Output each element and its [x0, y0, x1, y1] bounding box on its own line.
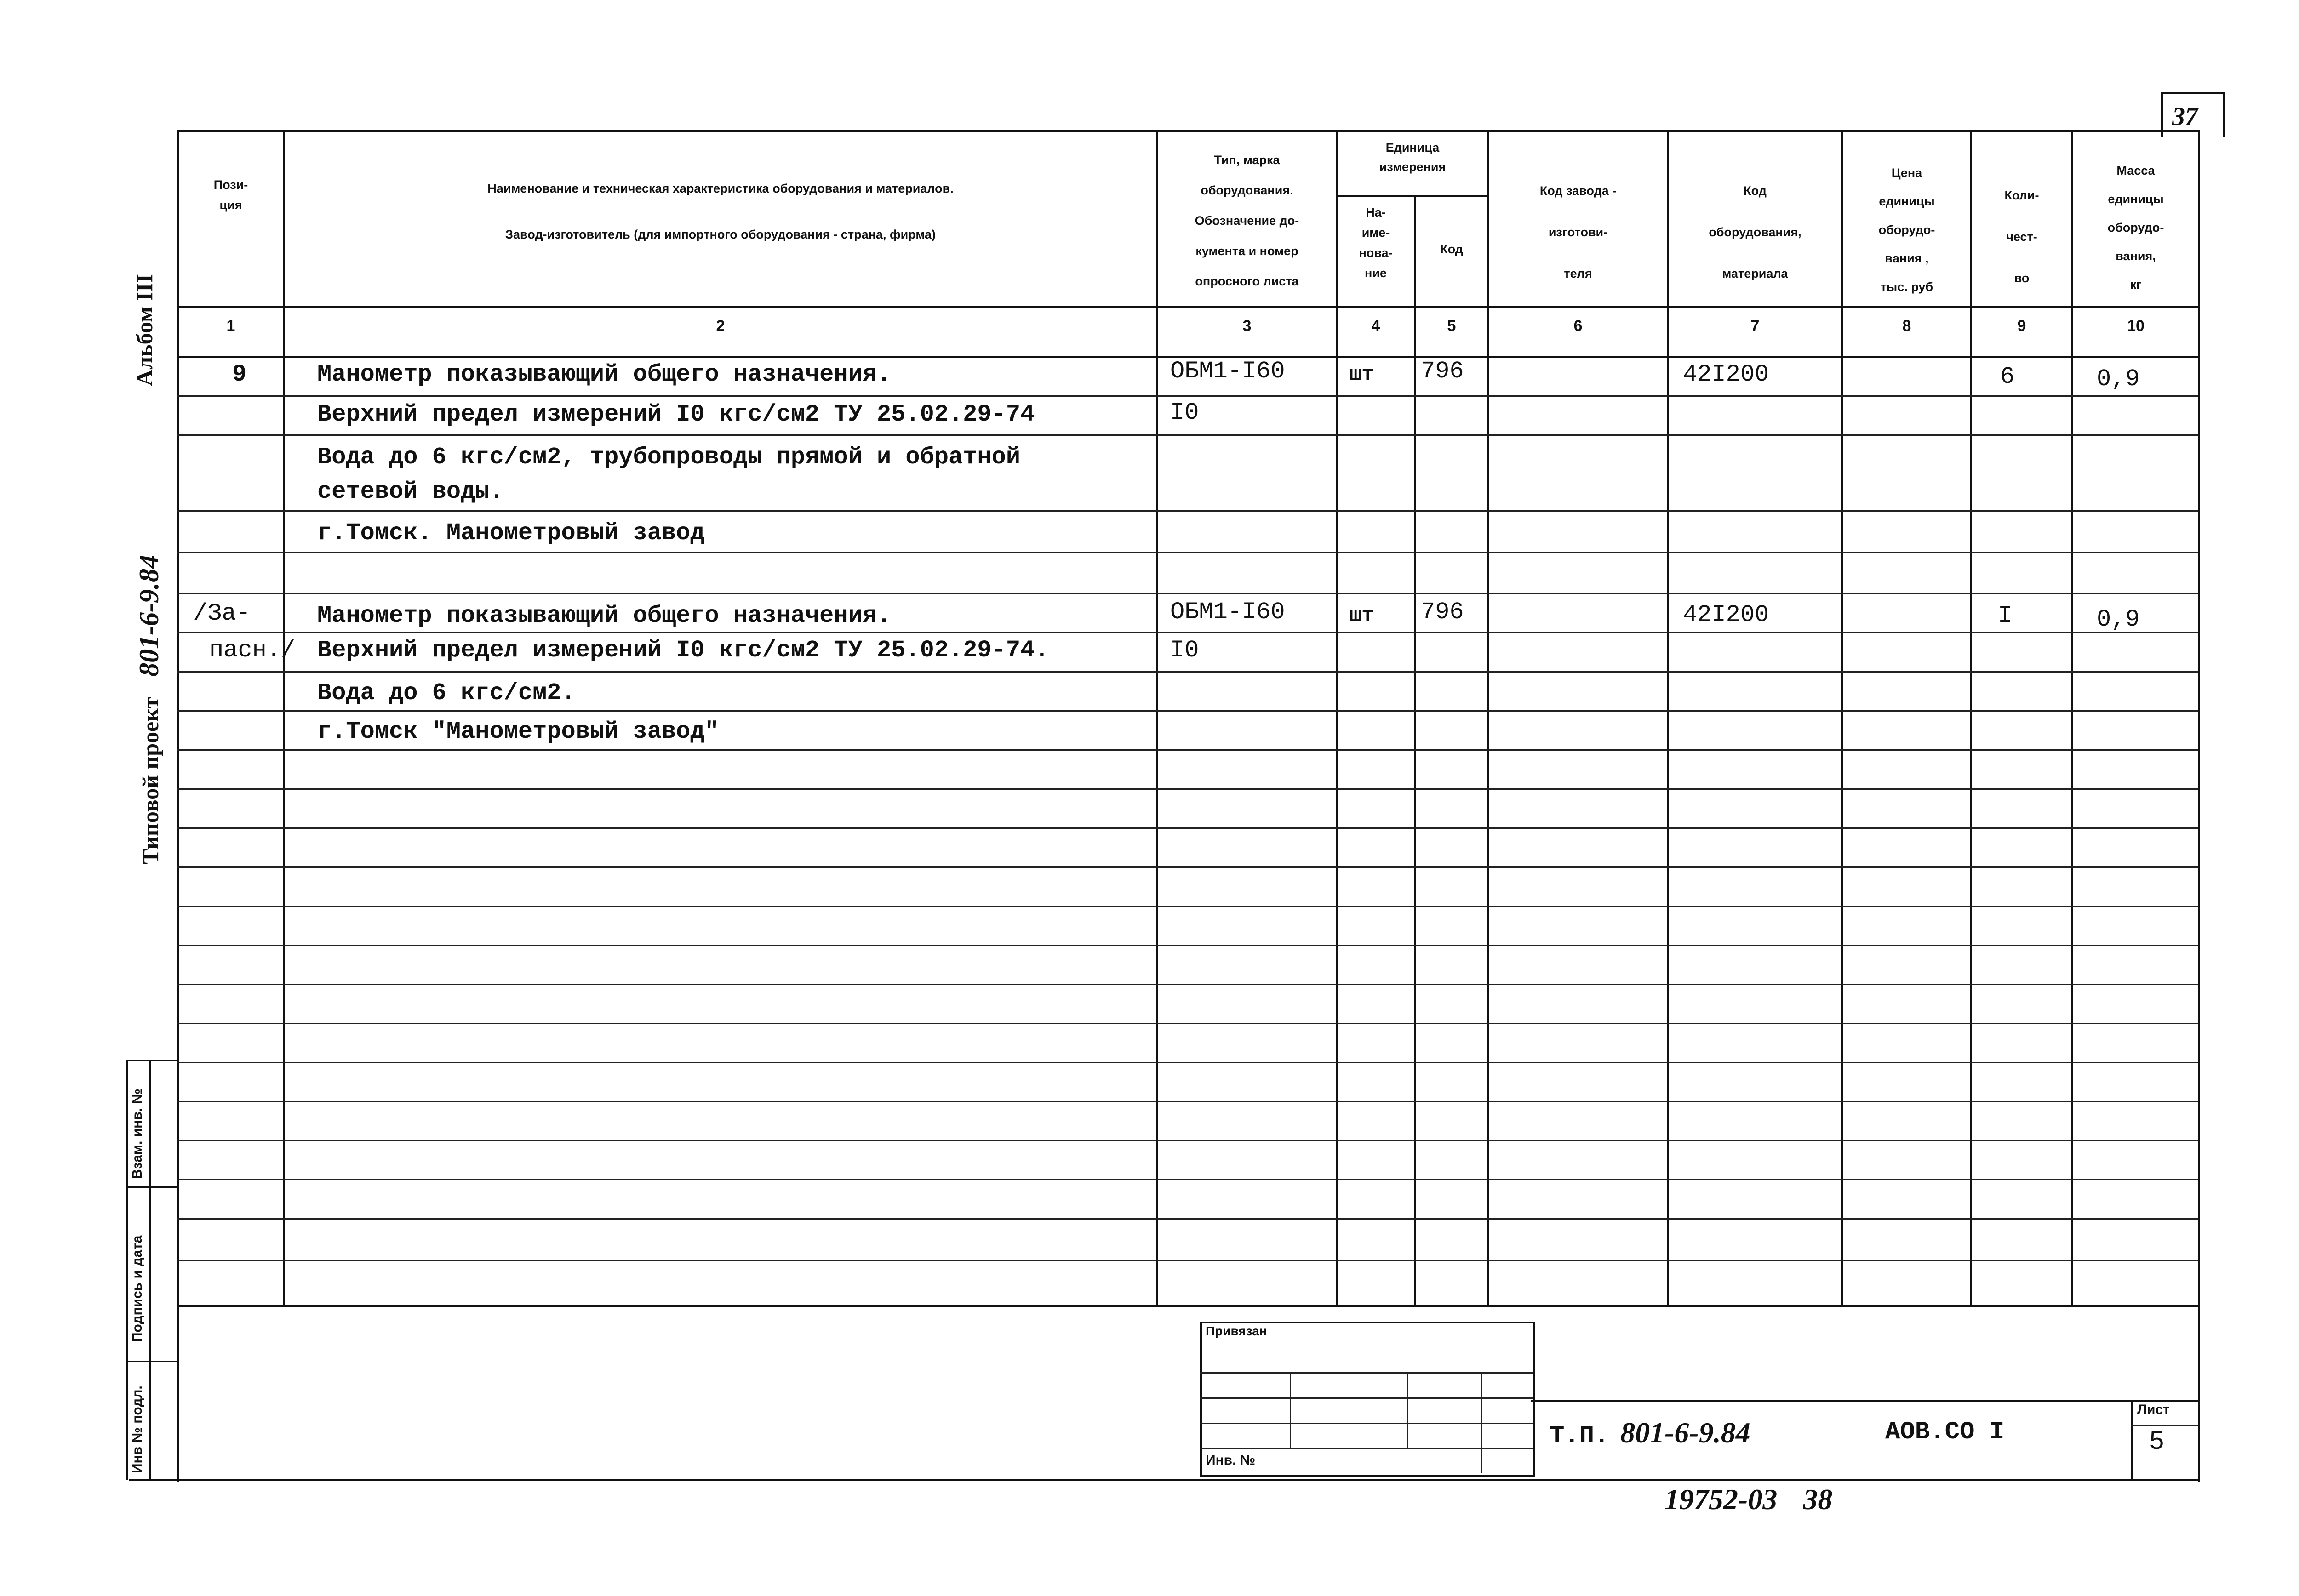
row7-type: I0 [1170, 637, 1199, 664]
row5-name: г.Томск. Манометровый завод [317, 519, 705, 547]
colnum-7: 7 [1750, 317, 1760, 335]
row1-mass: 0,9 [2097, 365, 2140, 393]
row1-unit: шт [1350, 363, 1374, 386]
album-label: Альбом III [132, 274, 157, 386]
header-unit-code: Код [1440, 242, 1463, 256]
row7-pos: пасн./ [209, 637, 296, 664]
row1-equip-code: 42I200 [1683, 361, 1769, 388]
row6-pos: /За- [193, 600, 251, 627]
tp-prefix: Т.П. [1550, 1422, 1609, 1450]
row7-name: Верхний предел измерений I0 кгс/см2 ТУ 25.02.29-74. [317, 637, 1049, 664]
header-mass: Масса единицы оборудо- вания, кг [2107, 164, 2164, 291]
row1-unit-code: 796 [1421, 358, 1464, 385]
row6-qty: I [1998, 602, 2013, 629]
row1-name: Манометр показывающий общего назначения. [317, 361, 892, 388]
row1-type: ОБМ1-I60 [1170, 358, 1285, 385]
row6-mass: 0,9 [2097, 606, 2140, 633]
header-factory-code: Код завода - изготови- теля [1539, 184, 1617, 280]
row2-type: I0 [1170, 399, 1199, 426]
corner-number: 37 [2172, 103, 2198, 131]
row1-qty: 6 [2000, 363, 2015, 390]
header-equip-code: Код оборудования, материала [1709, 184, 1801, 280]
header-price: Цена единицы оборудо- вания , тыс. руб [1878, 166, 1935, 294]
row6-name: Манометр показывающий общего назначения. [317, 602, 892, 629]
colnum-5: 5 [1447, 317, 1456, 335]
row3-name: Вода до 6 кгс/см2, трубопроводы прямой и обратной [317, 444, 1021, 471]
header-unit-name: На- име- нова- ние [1359, 205, 1393, 280]
colnum-1: 1 [226, 317, 235, 335]
header-name: Наименование и техническая характеристика оборудования и материалов. Завод-изготовитель (для импортного оборудования - страна, фирма) [487, 182, 954, 241]
colnum-6: 6 [1573, 317, 1583, 335]
stamp-vzam: Взам. инв. № [130, 1089, 145, 1179]
stamp-podpis: Подпись и дата [130, 1235, 145, 1342]
project-prefix: Типовой проект [137, 697, 163, 864]
doc-code: АОВ.СО I [1885, 1418, 2005, 1446]
colnum-8: 8 [1902, 317, 1911, 335]
row4-name: сетевой воды. [317, 478, 504, 505]
stamp-inv: Инв № подл. [130, 1385, 145, 1473]
sheet-label: Лист [2137, 1402, 2170, 1417]
colnum-4: 4 [1371, 317, 1380, 335]
tp-number: 801-6-9.84 [1620, 1416, 1750, 1449]
privyazan-label: Привязан [1206, 1324, 1267, 1338]
colnum-2: 2 [716, 317, 725, 335]
header-qty: Коли- чест- во [2004, 188, 2039, 285]
project-number: 801-6-9.84 [134, 554, 164, 677]
colnum-3: 3 [1242, 317, 1252, 335]
row6-type: ОБМ1-I60 [1170, 598, 1285, 626]
colnum-10: 10 [2127, 317, 2145, 335]
row6-equip-code: 42I200 [1683, 601, 1769, 628]
corner-number-box [2161, 92, 2225, 137]
row9-name: г.Томск "Манометровый завод" [317, 718, 719, 745]
row6-unit-code: 796 [1421, 598, 1464, 626]
row2-name: Верхний предел измерений I0 кгс/см2 ТУ 25.02.29-74 [317, 401, 1035, 428]
row1-pos: 9 [232, 361, 247, 388]
header-type: Тип, марка оборудования. Обозначение до- кумента и номер опросного листа [1195, 153, 1299, 288]
sheet-number: 5 [2150, 1425, 2164, 1454]
inv-no-label: Инв. № [1206, 1453, 1256, 1468]
row8-name: Вода до 6 кгс/см2. [317, 679, 576, 707]
header-unit: Единица измерения [1379, 141, 1446, 174]
project-label [133, 555, 165, 864]
row6-unit: шт [1350, 604, 1374, 627]
bottom-handwritten-number: 19752-03 38 [1664, 1483, 1833, 1516]
header-pos: Пози- ция [213, 178, 248, 212]
colnum-9: 9 [2017, 317, 2026, 335]
tp-designation [1550, 1416, 1750, 1450]
